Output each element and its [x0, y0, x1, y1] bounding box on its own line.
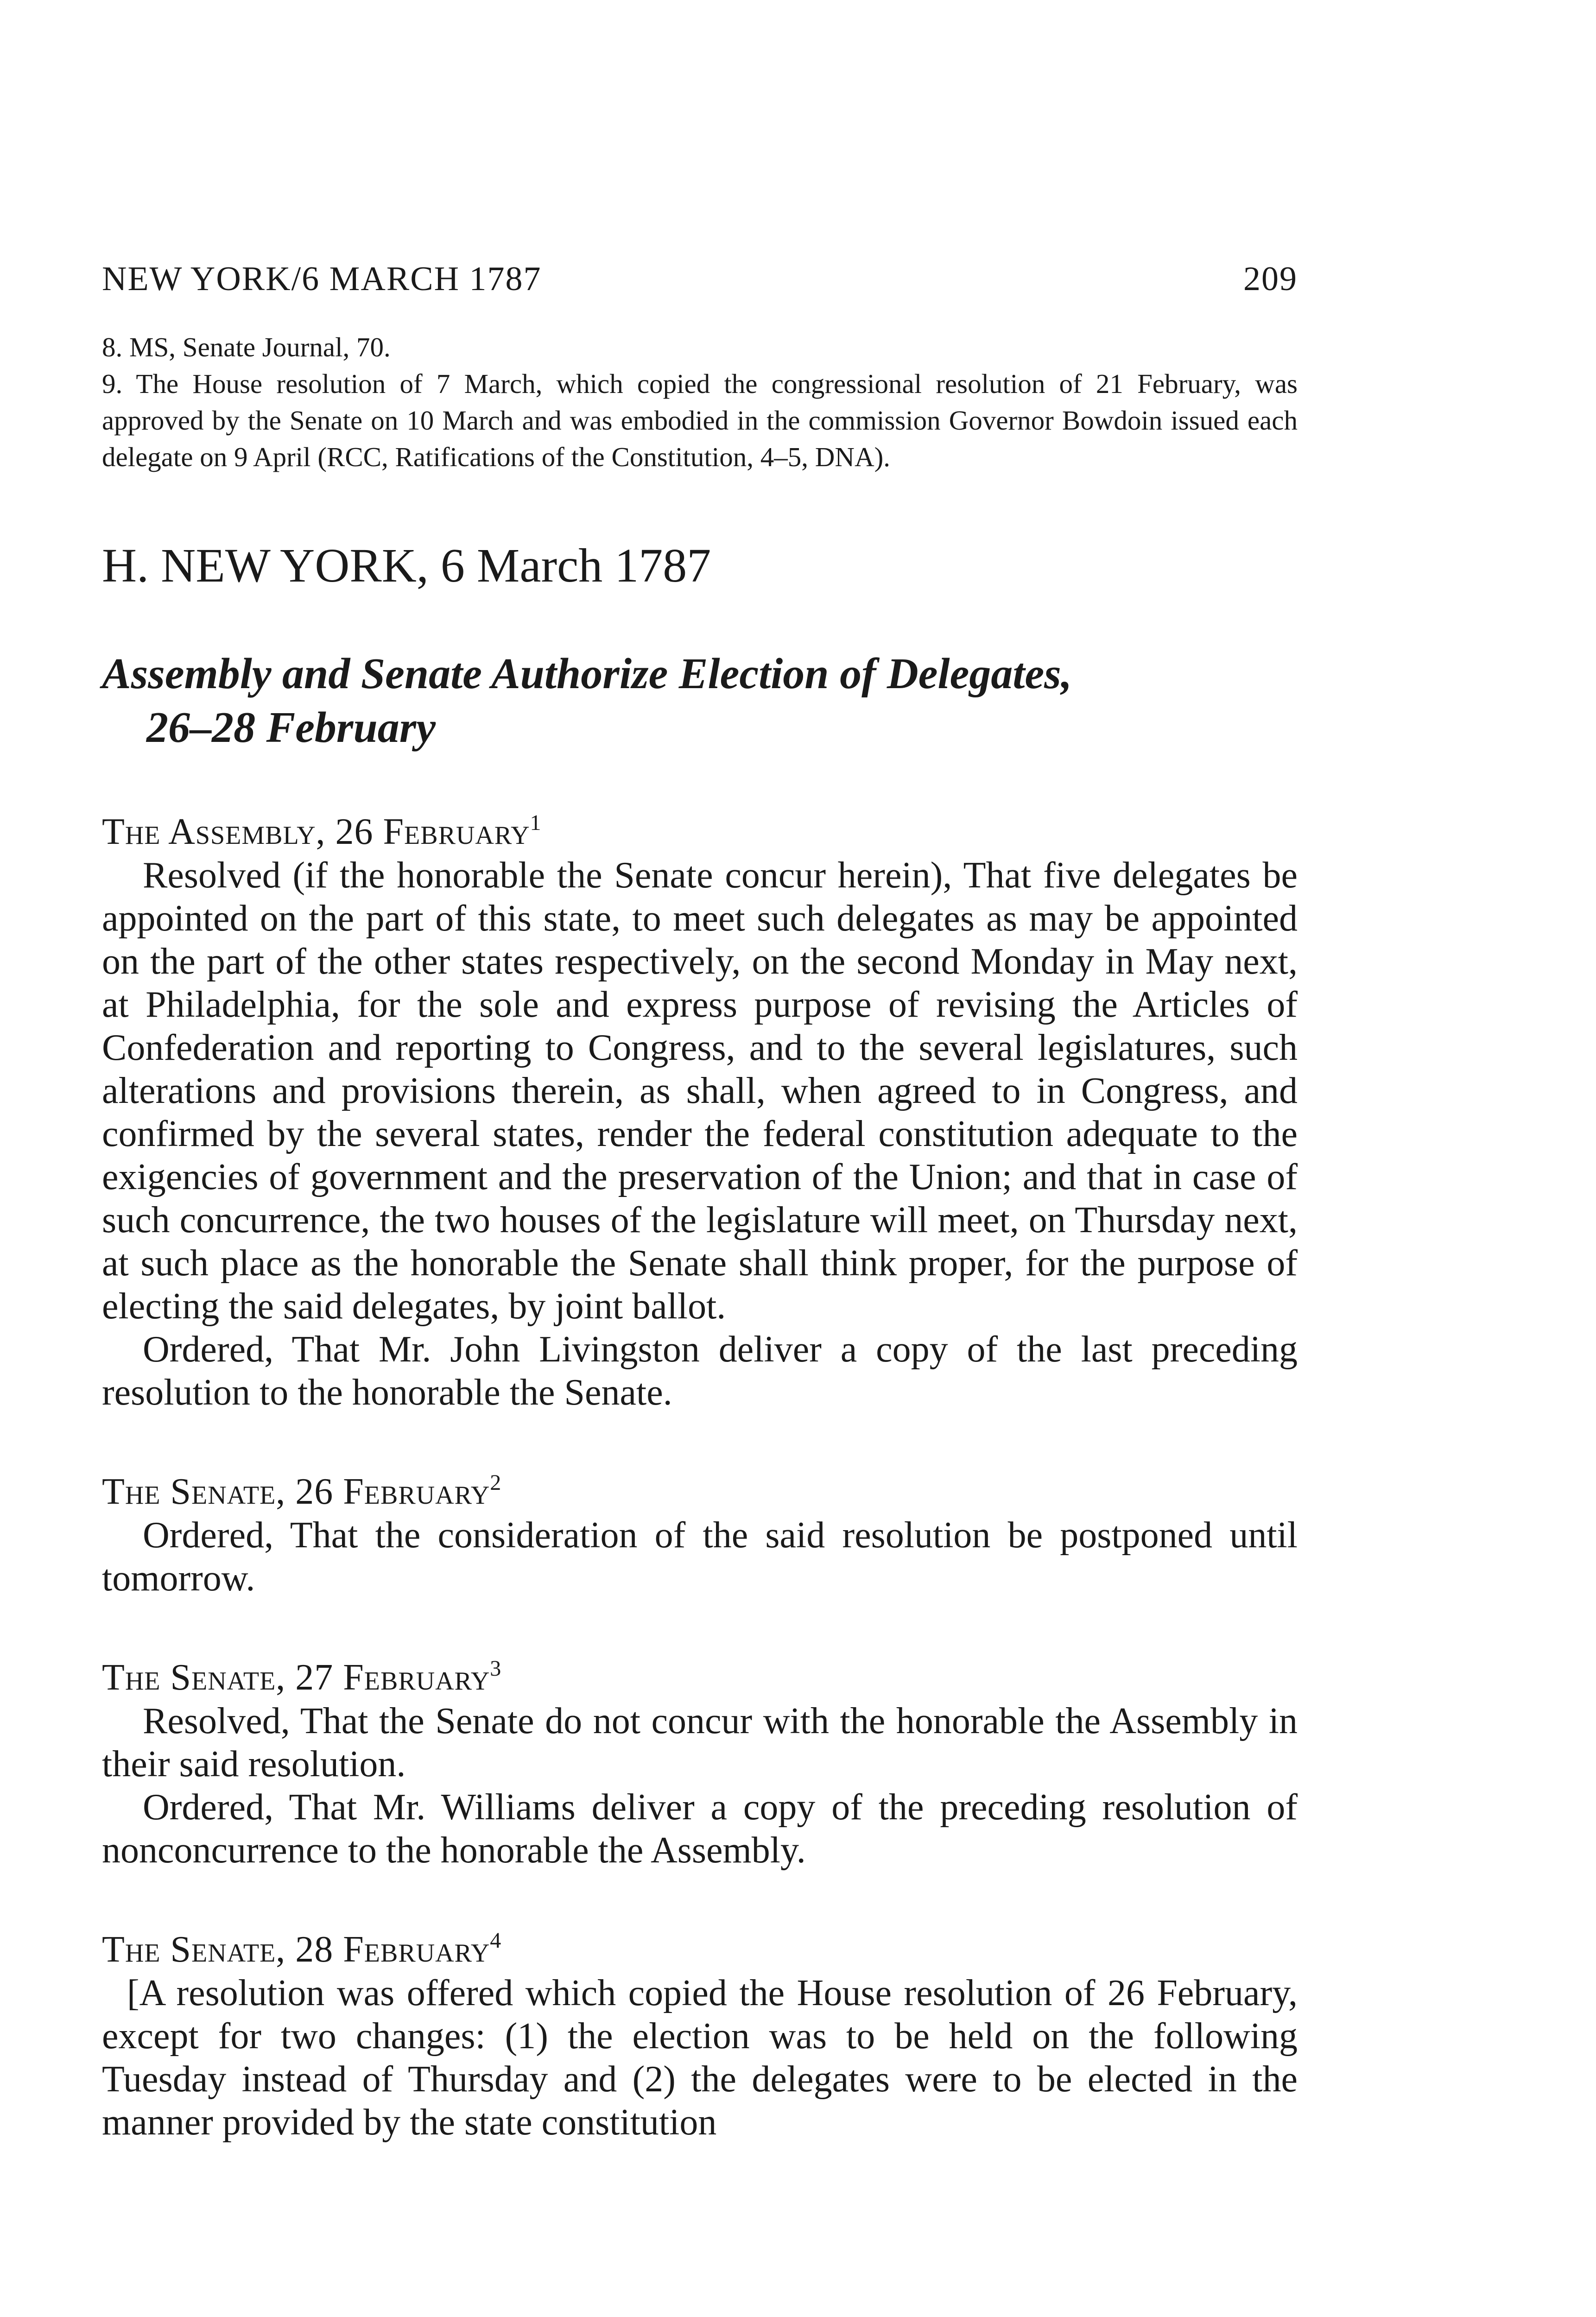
- entry-paragraph: Ordered, That Mr. John Livingston deliver a copy of the last preceding resolution to the honorable the Senate.: [102, 1329, 1298, 1413]
- journal-entry: [102, 1918, 1298, 2144]
- footnote-marker: 3: [490, 1656, 502, 1681]
- footnote: 8. MS, Senate Journal, 70.: [102, 332, 391, 362]
- running-head-title: NEW YORK/6 MARCH 1787: [102, 260, 542, 298]
- entry-paragraph: Resolved, That the Senate do not concur with the honorable the Assembly in their said resolution.: [102, 1701, 1298, 1785]
- running-head: [102, 260, 1298, 306]
- subtitle-line-2: 26–28 February: [146, 703, 436, 752]
- entry-heading-text: The Senate, 28 February: [102, 1929, 490, 1970]
- entry-paragraph: Ordered, That Mr. Williams deliver a copy of the preceding resolution of nonconcurrence to the honorable the Assembly.: [102, 1787, 1298, 1871]
- entry-heading-text: The Senate, 27 February: [102, 1657, 490, 1698]
- section-subtitle: [102, 647, 1298, 754]
- journal-entry: [102, 1461, 1298, 1600]
- section-title: H. NEW YORK, 6 March 1787: [102, 539, 711, 592]
- footnote-marker: 1: [530, 810, 542, 835]
- entry-heading: [102, 1646, 1298, 1700]
- footnote-marker: 4: [490, 1928, 502, 1953]
- entry-paragraph: [A resolution was offered which copied the House resolution of 26 February, except for two changes: (1) the election was to be held on the following Tuesday instead of Thursday and (2) the delegates were to be elected in the manner provided by the state constitution: [102, 1973, 1298, 2143]
- document-page: [102, 260, 1298, 2144]
- footnote: 9. The House resolution of 7 March, which copied the congressional resolution of 21 February, was approved by the Senate on 10 March and was embodied in the commission Governor Bowdoin issued each delegate on 9 April (RCC, Ratifications of the Constitution, 4–5, DNA).: [102, 368, 1298, 472]
- journal-entry: [102, 801, 1298, 1414]
- footnote-marker: 2: [490, 1470, 502, 1495]
- entry-heading: [102, 1461, 1298, 1514]
- entry-heading: [102, 1918, 1298, 1972]
- entry-paragraph: Ordered, That the consideration of the said resolution be postponed until tomorrow.: [102, 1515, 1298, 1599]
- page-number: 209: [1243, 260, 1298, 298]
- footnotes: [102, 329, 1298, 475]
- entry-paragraph: Resolved (if the honorable the Senate concur herein), That five delegates be appointed on the part of this state, to meet such delegates as may be appointed on the part of the other states respectively, on the second Monday in May next, at Philadelphia, for the sole and express purpose of revising the Articles of Confederation and reporting to Congress, and to the several legislatures, such alterations and provisions therein, as shall, when agreed to in Congress, and confirmed by the several states, render the federal constitution adequate to the exigencies of government and the preservation of the Union; and that in case of such concurrence, the two houses of the legislature will meet, on Thursday next, at such place as the honorable the Senate shall think proper, for the purpose of electing the said delegates, by joint ballot.: [102, 855, 1298, 1327]
- entry-heading: [102, 801, 1298, 854]
- subtitle-line-1: Assembly and Senate Authorize Election of Delegates,: [102, 650, 1072, 698]
- journal-entry: [102, 1646, 1298, 1872]
- entry-heading-text: The Senate, 26 February: [102, 1471, 490, 1512]
- entry-heading-text: The Assembly, 26 February: [102, 811, 530, 852]
